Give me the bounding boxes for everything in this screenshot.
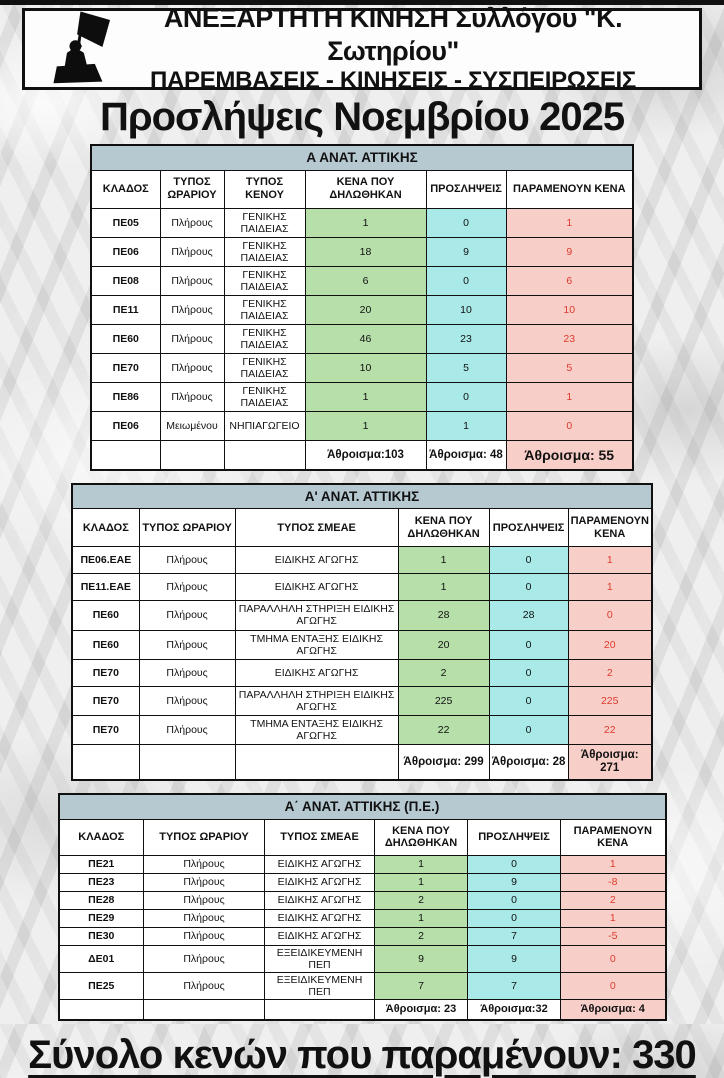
remaining-vacancies-cell: 0 bbox=[561, 972, 666, 999]
type-cell: ΓΕΝΙΚΗΣ ΠΑΙΔΕΙΑΣ bbox=[224, 266, 305, 295]
type-cell: ΕΙΔΙΚΗΣ ΑΓΩΓΗΣ bbox=[265, 927, 375, 945]
column-header: ΠΡΟΣΛΗΨΕΙΣ bbox=[489, 509, 568, 547]
table-row bbox=[91, 354, 633, 383]
hires-cell: 7 bbox=[468, 972, 561, 999]
horario-cell: Πλήρους bbox=[139, 630, 235, 659]
remaining-vacancies-cell: 1 bbox=[506, 208, 633, 237]
declared-vacancies-cell: 10 bbox=[305, 354, 426, 383]
horario-cell: Μειωμένου bbox=[160, 412, 224, 441]
column-header: ΤΥΠΟΣ ΩΡΑΡΙΟΥ bbox=[160, 170, 224, 208]
empty-cell bbox=[139, 744, 235, 780]
remaining-vacancies-cell: 22 bbox=[568, 715, 652, 744]
type-cell: ΕΙΔΙΚΗΣ ΑΓΩΓΗΣ bbox=[235, 547, 398, 574]
table-title: Α΄ ΑΝΑΤ. ΑΤΤΙΚΗΣ (Π.Ε.) bbox=[59, 794, 666, 819]
declared-vacancies-cell: 20 bbox=[305, 295, 426, 324]
table-row bbox=[91, 383, 633, 412]
horario-cell: Πλήρους bbox=[139, 574, 235, 601]
empty-cell bbox=[160, 441, 224, 470]
klados-cell: ΠΕ28 bbox=[59, 891, 144, 909]
column-header: ΤΥΠΟΣ ΣΜΕΑΕ bbox=[235, 509, 398, 547]
declared-vacancies-cell: 1 bbox=[305, 412, 426, 441]
horario-cell: Πλήρους bbox=[160, 295, 224, 324]
type-cell: ΕΙΔΙΚΗΣ ΑΓΩΓΗΣ bbox=[235, 659, 398, 686]
hires-cell: 0 bbox=[426, 208, 506, 237]
klados-cell: ΠΕ11 bbox=[91, 295, 160, 324]
table-row bbox=[72, 601, 652, 630]
header-row bbox=[72, 509, 652, 547]
header-row bbox=[59, 819, 666, 855]
hires-cell: 23 bbox=[426, 325, 506, 354]
declared-vacancies-cell: 1 bbox=[398, 574, 489, 601]
hires-cell: 9 bbox=[468, 873, 561, 891]
empty-cell bbox=[59, 1000, 144, 1020]
klados-cell: ΠΕ86 bbox=[91, 383, 160, 412]
horario-cell: Πλήρους bbox=[144, 927, 265, 945]
remaining-total: Άθροισμα: 55 bbox=[506, 441, 633, 470]
type-cell: ΕΙΔΙΚΗΣ ΑΓΩΓΗΣ bbox=[265, 909, 375, 927]
tables-container bbox=[0, 144, 724, 1021]
column-header: ΚΛΑΔΟΣ bbox=[91, 170, 160, 208]
klados-cell: ΠΕ70 bbox=[72, 659, 139, 686]
remaining-vacancies-cell: 1 bbox=[568, 547, 652, 574]
hires-cell: 0 bbox=[426, 383, 506, 412]
hiring-table-1 bbox=[90, 144, 634, 471]
hires-total: Άθροισμα:32 bbox=[468, 1000, 561, 1020]
klados-cell: ΠΕ60 bbox=[72, 630, 139, 659]
table-row bbox=[72, 630, 652, 659]
hires-cell: 5 bbox=[426, 354, 506, 383]
remaining-vacancies-cell: 2 bbox=[568, 659, 652, 686]
klados-cell: ΠΕ05 bbox=[91, 208, 160, 237]
declared-vacancies-cell: 1 bbox=[305, 383, 426, 412]
klados-cell: ΠΕ11.ΕΑΕ bbox=[72, 574, 139, 601]
klados-cell: ΠΕ30 bbox=[59, 927, 144, 945]
column-header: ΚΕΝΑ ΠΟΥ ΔΗΛΩΘΗΚΑΝ bbox=[305, 170, 426, 208]
declared-vacancies-cell: 28 bbox=[398, 601, 489, 630]
declared-vacancies-cell: 6 bbox=[305, 266, 426, 295]
empty-cell bbox=[72, 744, 139, 780]
klados-cell: ΠΕ60 bbox=[91, 325, 160, 354]
column-header: ΤΥΠΟΣ ΚΕΝΟΥ bbox=[224, 170, 305, 208]
column-header: ΚΕΝΑ ΠΟΥ ΔΗΛΩΘΗΚΑΝ bbox=[375, 819, 468, 855]
hires-cell: 0 bbox=[468, 909, 561, 927]
hires-cell: 0 bbox=[489, 715, 568, 744]
table-row bbox=[59, 972, 666, 999]
table-row bbox=[91, 208, 633, 237]
horario-cell: Πλήρους bbox=[139, 659, 235, 686]
declared-vacancies-cell: 7 bbox=[375, 972, 468, 999]
horario-cell: Πλήρους bbox=[160, 383, 224, 412]
horario-cell: Πλήρους bbox=[139, 715, 235, 744]
table-row bbox=[72, 686, 652, 715]
declared-vacancies-cell: 22 bbox=[398, 715, 489, 744]
remaining-vacancies-cell: -5 bbox=[561, 927, 666, 945]
table-title: Α ΑΝΑΤ. ΑΤΤΙΚΗΣ bbox=[91, 145, 633, 170]
table-row bbox=[91, 412, 633, 441]
column-header: ΠΑΡΑΜΕΝΟΥΝ ΚΕΝΑ bbox=[561, 819, 666, 855]
klados-cell: ΠΕ25 bbox=[59, 972, 144, 999]
horario-cell: Πλήρους bbox=[160, 354, 224, 383]
declared-vacancies-cell: 225 bbox=[398, 686, 489, 715]
remaining-vacancies-cell: 9 bbox=[506, 237, 633, 266]
column-header: ΤΥΠΟΣ ΩΡΑΡΙΟΥ bbox=[144, 819, 265, 855]
type-cell: ΝΗΠΙΑΓΩΓΕΙΟ bbox=[224, 412, 305, 441]
declared-vacancies-cell: 1 bbox=[375, 909, 468, 927]
declared-vacancies-cell: 2 bbox=[398, 659, 489, 686]
hires-cell: 0 bbox=[468, 891, 561, 909]
horario-cell: Πλήρους bbox=[160, 208, 224, 237]
type-cell: ΓΕΝΙΚΗΣ ΠΑΙΔΕΙΑΣ bbox=[224, 354, 305, 383]
type-cell: ΤΜΗΜΑ ΕΝΤΑΞΗΣ ΕΙΔΙΚΗΣ ΑΓΩΓΗΣ bbox=[235, 630, 398, 659]
klados-cell: ΠΕ06 bbox=[91, 237, 160, 266]
hires-cell: 7 bbox=[468, 927, 561, 945]
remaining-vacancies-cell: 0 bbox=[561, 945, 666, 972]
hires-cell: 0 bbox=[489, 630, 568, 659]
declared-vacancies-cell: 1 bbox=[375, 855, 468, 873]
remaining-vacancies-cell: 1 bbox=[561, 855, 666, 873]
hires-cell: 0 bbox=[426, 266, 506, 295]
horario-cell: Πλήρους bbox=[160, 325, 224, 354]
table-row bbox=[72, 574, 652, 601]
horario-cell: Πλήρους bbox=[144, 945, 265, 972]
horario-cell: Πλήρους bbox=[139, 686, 235, 715]
empty-cell bbox=[91, 441, 160, 470]
horario-cell: Πλήρους bbox=[144, 855, 265, 873]
declared-vacancies-cell: 2 bbox=[375, 891, 468, 909]
hires-cell: 0 bbox=[468, 855, 561, 873]
remaining-vacancies-cell: 0 bbox=[506, 412, 633, 441]
table-row bbox=[59, 891, 666, 909]
declared-vacancies-cell: 9 bbox=[375, 945, 468, 972]
declared-total: Άθροισμα: 23 bbox=[375, 1000, 468, 1020]
table-row bbox=[72, 715, 652, 744]
type-cell: ΓΕΝΙΚΗΣ ΠΑΙΔΕΙΑΣ bbox=[224, 208, 305, 237]
hires-cell: 0 bbox=[489, 686, 568, 715]
klados-cell: ΔΕ01 bbox=[59, 945, 144, 972]
empty-cell bbox=[235, 744, 398, 780]
klados-cell: ΠΕ70 bbox=[91, 354, 160, 383]
remaining-vacancies-cell: 6 bbox=[506, 266, 633, 295]
table-row bbox=[91, 266, 633, 295]
horario-cell: Πλήρους bbox=[160, 266, 224, 295]
column-header: ΤΥΠΟΣ ΣΜΕΑΕ bbox=[265, 819, 375, 855]
hires-total: Άθροισμα: 48 bbox=[426, 441, 506, 470]
hires-cell: 9 bbox=[468, 945, 561, 972]
type-cell: ΤΜΗΜΑ ΕΝΤΑΞΗΣ ΕΙΔΙΚΗΣ ΑΓΩΓΗΣ bbox=[235, 715, 398, 744]
hires-cell: 0 bbox=[489, 547, 568, 574]
totals-row bbox=[91, 441, 633, 470]
declared-vacancies-cell: 1 bbox=[305, 208, 426, 237]
horario-cell: Πλήρους bbox=[144, 891, 265, 909]
org-subtitle: ΠΑΡΕΜΒΑΣΕΙΣ - ΚΙΝΗΣΕΙΣ - ΣΥΣΠΕΙΡΩΣΕΙΣ bbox=[149, 67, 637, 94]
type-cell: ΕΙΔΙΚΗΣ ΑΓΩΓΗΣ bbox=[235, 574, 398, 601]
type-cell: ΕΙΔΙΚΗΣ ΑΓΩΓΗΣ bbox=[265, 855, 375, 873]
type-cell: ΕΞΕΙΔΙΚΕΥΜΕΝΗ ΠΕΠ bbox=[265, 972, 375, 999]
remaining-vacancies-cell: 225 bbox=[568, 686, 652, 715]
declared-vacancies-cell: 2 bbox=[375, 927, 468, 945]
hires-cell: 0 bbox=[489, 659, 568, 686]
klados-cell: ΠΕ23 bbox=[59, 873, 144, 891]
declared-vacancies-cell: 1 bbox=[375, 873, 468, 891]
klados-cell: ΠΕ06 bbox=[91, 412, 160, 441]
column-header: ΚΛΑΔΟΣ bbox=[72, 509, 139, 547]
table-row bbox=[91, 295, 633, 324]
remaining-vacancies-cell: 0 bbox=[568, 601, 652, 630]
remaining-vacancies-cell: 1 bbox=[561, 909, 666, 927]
empty-cell bbox=[144, 1000, 265, 1020]
remaining-vacancies-cell: 1 bbox=[568, 574, 652, 601]
declared-total: Άθροισμα: 299 bbox=[398, 744, 489, 780]
klados-cell: ΠΕ70 bbox=[72, 715, 139, 744]
hires-cell: 1 bbox=[426, 412, 506, 441]
table-title: Α' ΑΝΑΤ. ΑΤΤΙΚΗΣ bbox=[72, 484, 652, 509]
hires-cell: 10 bbox=[426, 295, 506, 324]
table-row bbox=[59, 927, 666, 945]
totals-row bbox=[72, 744, 652, 780]
horario-cell: Πλήρους bbox=[139, 601, 235, 630]
remaining-vacancies-cell: -8 bbox=[561, 873, 666, 891]
table-row bbox=[91, 237, 633, 266]
type-cell: ΠΑΡΑΛΛΗΛΗ ΣΤΗΡΙΞΗ ΕΙΔΙΚΗΣ ΑΓΩΓΗΣ bbox=[235, 686, 398, 715]
horario-cell: Πλήρους bbox=[144, 909, 265, 927]
column-header: ΠΑΡΑΜΕΝΟΥΝ ΚΕΝΑ bbox=[506, 170, 633, 208]
horario-cell: Πλήρους bbox=[160, 237, 224, 266]
table-row bbox=[59, 873, 666, 891]
table-row bbox=[72, 547, 652, 574]
column-header: ΠΑΡΑΜΕΝΟΥΝ ΚΕΝΑ bbox=[568, 509, 652, 547]
declared-vacancies-cell: 18 bbox=[305, 237, 426, 266]
page-title: Προσλήψεις Νοεμβρίου 2025 bbox=[99, 95, 625, 139]
klados-cell: ΠΕ08 bbox=[91, 266, 160, 295]
remaining-total: Άθροισμα: 271 bbox=[568, 744, 652, 780]
empty-cell bbox=[265, 1000, 375, 1020]
remaining-vacancies-cell: 2 bbox=[561, 891, 666, 909]
hires-total: Άθροισμα: 28 bbox=[489, 744, 568, 780]
hires-cell: 0 bbox=[489, 574, 568, 601]
hires-cell: 9 bbox=[426, 237, 506, 266]
remaining-total: Άθροισμα: 4 bbox=[561, 1000, 666, 1020]
klados-cell: ΠΕ21 bbox=[59, 855, 144, 873]
table-row bbox=[59, 945, 666, 972]
org-banner bbox=[22, 3, 702, 94]
table-row bbox=[59, 855, 666, 873]
type-cell: ΓΕΝΙΚΗΣ ΠΑΙΔΕΙΑΣ bbox=[224, 237, 305, 266]
type-cell: ΠΑΡΑΛΛΗΛΗ ΣΤΗΡΙΞΗ ΕΙΔΙΚΗΣ ΑΓΩΓΗΣ bbox=[235, 601, 398, 630]
banner-text bbox=[121, 2, 699, 96]
hiring-table-3 bbox=[58, 793, 667, 1020]
column-header: ΚΛΑΔΟΣ bbox=[59, 819, 144, 855]
remaining-vacancies-cell: 1 bbox=[506, 383, 633, 412]
type-cell: ΓΕΝΙΚΗΣ ΠΑΙΔΕΙΑΣ bbox=[224, 383, 305, 412]
remaining-vacancies-cell: 23 bbox=[506, 325, 633, 354]
remaining-vacancies-cell: 20 bbox=[568, 630, 652, 659]
type-cell: ΕΙΔΙΚΗΣ ΑΓΩΓΗΣ bbox=[265, 873, 375, 891]
declared-total: Άθροισμα:103 bbox=[305, 441, 426, 470]
table-row bbox=[72, 659, 652, 686]
empty-cell bbox=[224, 441, 305, 470]
type-cell: ΕΙΔΙΚΗΣ ΑΓΩΓΗΣ bbox=[265, 891, 375, 909]
declared-vacancies-cell: 1 bbox=[398, 547, 489, 574]
remaining-vacancies-cell: 10 bbox=[506, 295, 633, 324]
org-name: ΑΝΕΞΑΡΤΗΤΗ ΚΙΝΗΣΗ Συλλόγου "Κ. Σωτηρίου" bbox=[163, 3, 623, 66]
type-cell: ΓΕΝΙΚΗΣ ΠΑΙΔΕΙΑΣ bbox=[224, 325, 305, 354]
horario-cell: Πλήρους bbox=[144, 873, 265, 891]
hiring-table-2 bbox=[71, 483, 653, 781]
klados-cell: ΠΕ06.ΕΑΕ bbox=[72, 547, 139, 574]
declared-vacancies-cell: 20 bbox=[398, 630, 489, 659]
klados-cell: ΠΕ60 bbox=[72, 601, 139, 630]
column-header: ΤΥΠΟΣ ΩΡΑΡΙΟΥ bbox=[139, 509, 235, 547]
type-cell: ΕΞΕΙΔΙΚΕΥΜΕΝΗ ΠΕΠ bbox=[265, 945, 375, 972]
remaining-vacancies-cell: 5 bbox=[506, 354, 633, 383]
table-row bbox=[59, 909, 666, 927]
type-cell: ΓΕΝΙΚΗΣ ΠΑΙΔΕΙΑΣ bbox=[224, 295, 305, 324]
totals-row bbox=[59, 1000, 666, 1020]
klados-cell: ΠΕ70 bbox=[72, 686, 139, 715]
header-row bbox=[91, 170, 633, 208]
horario-cell: Πλήρους bbox=[139, 547, 235, 574]
horario-cell: Πλήρους bbox=[144, 972, 265, 999]
declared-vacancies-cell: 46 bbox=[305, 325, 426, 354]
hires-cell: 28 bbox=[489, 601, 568, 630]
column-header: ΠΡΟΣΛΗΨΕΙΣ bbox=[426, 170, 506, 208]
column-header: ΚΕΝΑ ΠΟΥ ΔΗΛΩΘΗΚΑΝ bbox=[398, 509, 489, 547]
total-remaining-vacancies: Σύνολο κενών που παραμένουν: 330 bbox=[28, 1032, 696, 1077]
table-row bbox=[91, 325, 633, 354]
klados-cell: ΠΕ29 bbox=[59, 909, 144, 927]
flag-bearer-icon bbox=[45, 9, 121, 90]
column-header: ΠΡΟΣΛΗΨΕΙΣ bbox=[468, 819, 561, 855]
